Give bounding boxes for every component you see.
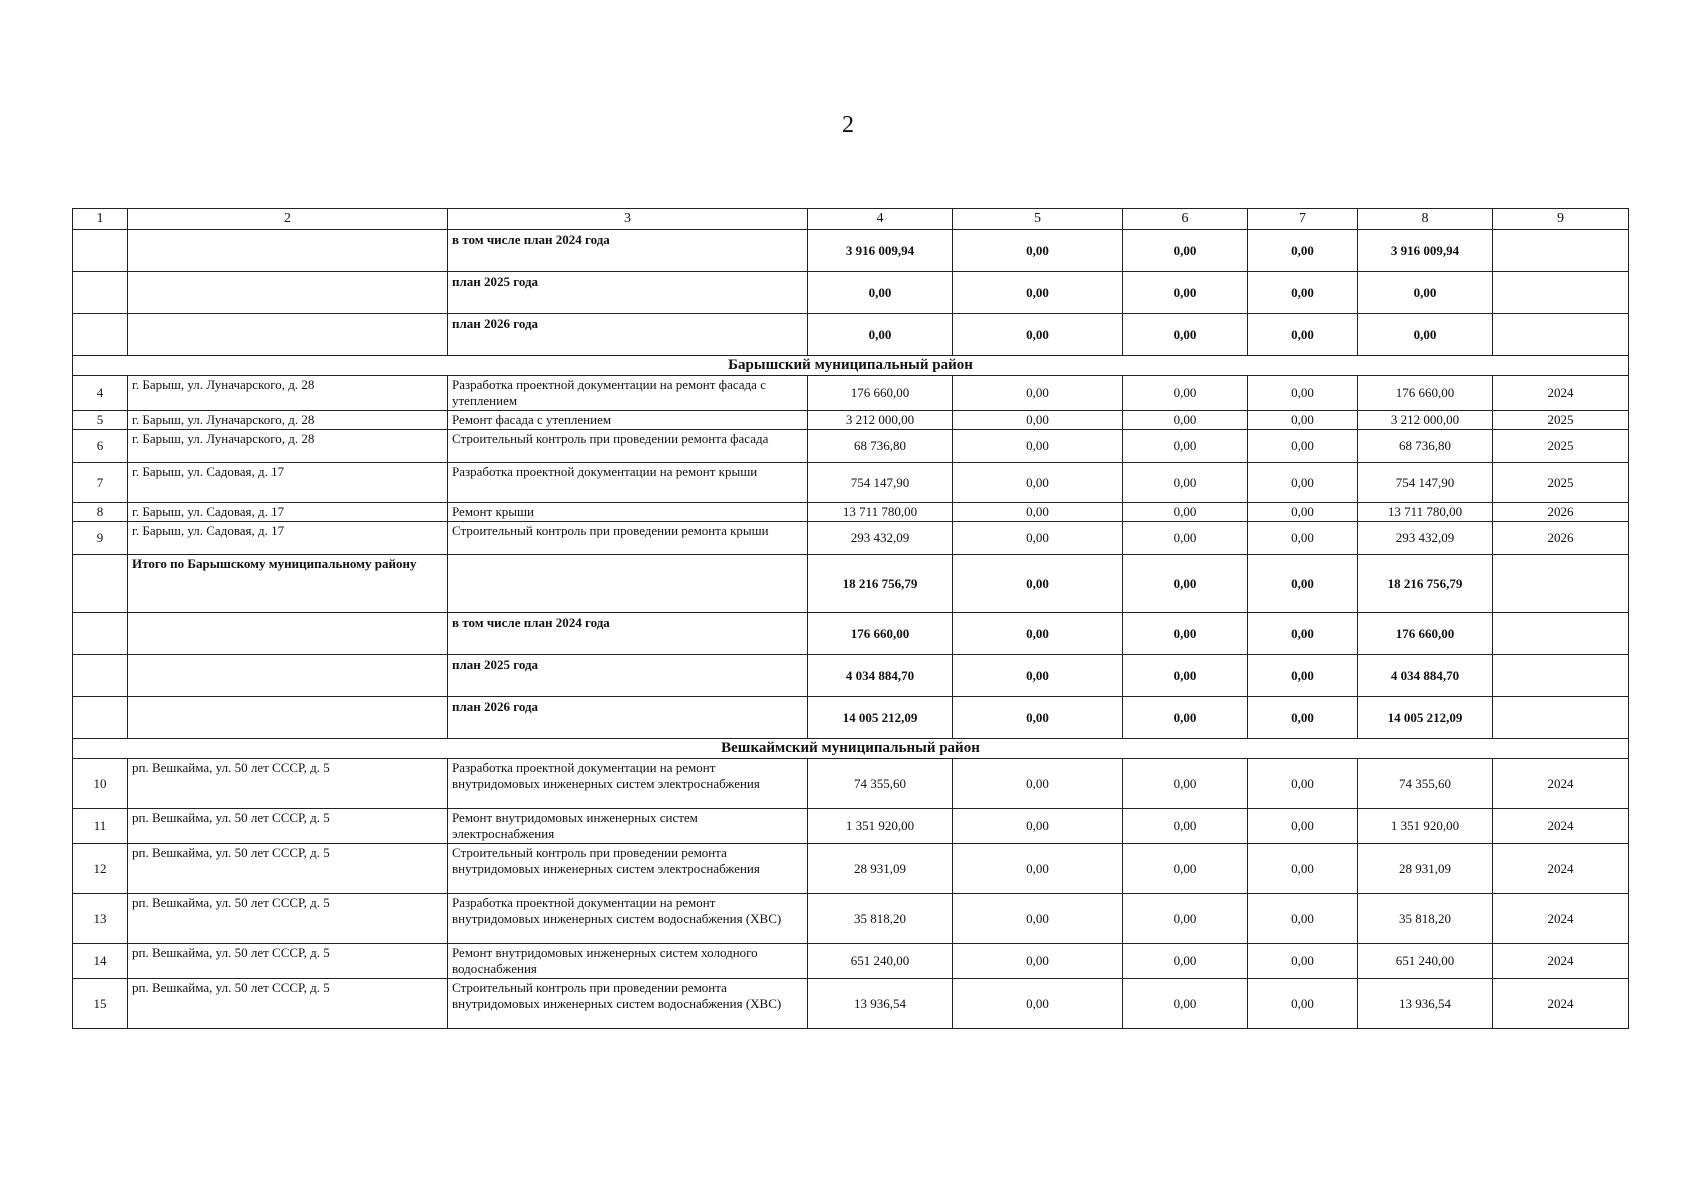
row-number: 13 (73, 894, 128, 944)
cell-value: 0,00 (1248, 376, 1358, 411)
subtotal-row (73, 272, 1629, 314)
subtotal-label: план 2026 года (448, 314, 808, 356)
subtotal-row (73, 230, 1629, 272)
cell-value: 0,00 (1248, 759, 1358, 809)
cell-value: 0,00 (1248, 272, 1358, 314)
cell-value: 0,00 (1123, 411, 1248, 430)
cell-value: 0,00 (953, 314, 1123, 356)
cell-value: 0,00 (1123, 555, 1248, 613)
row-number: 8 (73, 503, 128, 522)
cell-value: 0,00 (1248, 430, 1358, 463)
cell-value: 0,00 (808, 314, 953, 356)
row-number: 11 (73, 809, 128, 844)
year-cell: 2024 (1493, 376, 1629, 411)
table-row (73, 979, 1629, 1029)
work-type-cell: Разработка проектной документации на ремонт внутридомовых инженерных систем водоснабжения (ХВС) (448, 894, 808, 944)
cell-value: 0,00 (1123, 463, 1248, 503)
cell-value: 0,00 (1248, 613, 1358, 655)
column-header: 1 (73, 209, 128, 230)
cell-value: 0,00 (1123, 272, 1248, 314)
subtotal-row (73, 697, 1629, 739)
cell-value: 1 351 920,00 (1358, 809, 1493, 844)
work-type-cell: Строительный контроль при проведении ремонта фасада (448, 430, 808, 463)
address-cell: рп. Вешкайма, ул. 50 лет СССР, д. 5 (128, 759, 448, 809)
row-number: 7 (73, 463, 128, 503)
cell-value: 0,00 (953, 894, 1123, 944)
cell-value: 0,00 (953, 697, 1123, 739)
cell-value: 0,00 (1123, 430, 1248, 463)
cell-value: 0,00 (1123, 376, 1248, 411)
cell-value: 754 147,90 (1358, 463, 1493, 503)
cell-value: 0,00 (953, 430, 1123, 463)
cell-value: 4 034 884,70 (808, 655, 953, 697)
work-type-cell: Строительный контроль при проведении ремонта внутридомовых инженерных систем водоснабжения (ХВС) (448, 979, 808, 1029)
year-cell: 2024 (1493, 979, 1629, 1029)
address-cell: г. Барыш, ул. Луначарского, д. 28 (128, 376, 448, 411)
cell-value: 0,00 (953, 463, 1123, 503)
year-cell: 2026 (1493, 503, 1629, 522)
cell-value: 0,00 (1123, 503, 1248, 522)
address-cell: г. Барыш, ул. Луначарского, д. 28 (128, 411, 448, 430)
row-number: 12 (73, 844, 128, 894)
address-cell: г. Барыш, ул. Садовая, д. 17 (128, 463, 448, 503)
table-row (73, 759, 1629, 809)
work-type-cell: Ремонт крыши (448, 503, 808, 522)
cell-value: 0,00 (953, 230, 1123, 272)
cell-value: 0,00 (1123, 944, 1248, 979)
cell-value: 0,00 (1248, 979, 1358, 1029)
cell-value: 0,00 (953, 809, 1123, 844)
address-cell: рп. Вешкайма, ул. 50 лет СССР, д. 5 (128, 894, 448, 944)
work-type-cell: Разработка проектной документации на ремонт внутридомовых инженерных систем электроснабжения (448, 759, 808, 809)
cell-value: 74 355,60 (1358, 759, 1493, 809)
cell-value: 176 660,00 (1358, 376, 1493, 411)
cell-value: 0,00 (1123, 613, 1248, 655)
cell-value: 0,00 (953, 613, 1123, 655)
table-row (73, 894, 1629, 944)
cell-value: 0,00 (953, 272, 1123, 314)
year-cell: 2024 (1493, 894, 1629, 944)
cell-value: 0,00 (1248, 809, 1358, 844)
column-number-row (73, 209, 1629, 230)
cell-value: 176 660,00 (808, 613, 953, 655)
cell-value: 13 936,54 (808, 979, 953, 1029)
section-title: Барышский муниципальный район (73, 356, 1629, 376)
cell-value: 35 818,20 (808, 894, 953, 944)
cell-value: 0,00 (1248, 944, 1358, 979)
cell-value: 14 005 212,09 (808, 697, 953, 739)
cell-value: 13 936,54 (1358, 979, 1493, 1029)
cell-value: 0,00 (1123, 809, 1248, 844)
year-cell: 2024 (1493, 944, 1629, 979)
cell-value: 651 240,00 (808, 944, 953, 979)
row-number: 5 (73, 411, 128, 430)
address-cell: г. Барыш, ул. Садовая, д. 17 (128, 522, 448, 555)
section-title: Вешкаймский муниципальный район (73, 739, 1629, 759)
cell-value: 0,00 (953, 655, 1123, 697)
subtotal-row (73, 314, 1629, 356)
table-row (73, 463, 1629, 503)
cell-value: 35 818,20 (1358, 894, 1493, 944)
work-type-cell: Ремонт внутридомовых инженерных систем электроснабжения (448, 809, 808, 844)
year-cell: 2025 (1493, 463, 1629, 503)
cell-value: 0,00 (1248, 555, 1358, 613)
cell-value: 0,00 (1248, 844, 1358, 894)
table-row (73, 844, 1629, 894)
cell-value: 3 916 009,94 (808, 230, 953, 272)
cell-value: 4 034 884,70 (1358, 655, 1493, 697)
cell-value: 0,00 (1123, 894, 1248, 944)
row-number: 15 (73, 979, 128, 1029)
table-row (73, 522, 1629, 555)
column-header: 6 (1123, 209, 1248, 230)
section-header-row (73, 739, 1629, 759)
row-number: 6 (73, 430, 128, 463)
column-header: 4 (808, 209, 953, 230)
subtotal-label: план 2025 года (448, 272, 808, 314)
subtotal-label: план 2026 года (448, 697, 808, 739)
cell-value: 0,00 (1123, 230, 1248, 272)
table-row (73, 944, 1629, 979)
cell-value: 0,00 (953, 376, 1123, 411)
cell-value: 13 711 780,00 (1358, 503, 1493, 522)
cell-value: 0,00 (1123, 979, 1248, 1029)
address-cell: рп. Вешкайма, ул. 50 лет СССР, д. 5 (128, 809, 448, 844)
year-cell: 2025 (1493, 411, 1629, 430)
cell-value: 28 931,09 (1358, 844, 1493, 894)
cell-value: 0,00 (1123, 314, 1248, 356)
address-cell: г. Барыш, ул. Луначарского, д. 28 (128, 430, 448, 463)
year-cell: 2024 (1493, 809, 1629, 844)
column-header: 2 (128, 209, 448, 230)
cell-value: 14 005 212,09 (1358, 697, 1493, 739)
column-header: 9 (1493, 209, 1629, 230)
address-cell: рп. Вешкайма, ул. 50 лет СССР, д. 5 (128, 979, 448, 1029)
row-number: 14 (73, 944, 128, 979)
address-cell: рп. Вешкайма, ул. 50 лет СССР, д. 5 (128, 944, 448, 979)
subtotal-row (73, 655, 1629, 697)
cell-value: 0,00 (1248, 463, 1358, 503)
subtotal-row (73, 613, 1629, 655)
page-number: 2 (842, 112, 854, 138)
column-header: 5 (953, 209, 1123, 230)
work-type-cell: Ремонт внутридомовых инженерных систем холодного водоснабжения (448, 944, 808, 979)
cell-value: 0,00 (1123, 697, 1248, 739)
cell-value: 18 216 756,79 (808, 555, 953, 613)
repair-plan-table (72, 208, 1629, 1029)
cell-value: 651 240,00 (1358, 944, 1493, 979)
row-number: 10 (73, 759, 128, 809)
work-type-cell: Строительный контроль при проведении ремонта крыши (448, 522, 808, 555)
address-cell: рп. Вешкайма, ул. 50 лет СССР, д. 5 (128, 844, 448, 894)
cell-value: 68 736,80 (808, 430, 953, 463)
cell-value: 0,00 (953, 844, 1123, 894)
cell-value: 0,00 (953, 411, 1123, 430)
section-total-label: Итого по Барышскому муниципальному району (128, 555, 448, 613)
cell-value: 0,00 (953, 522, 1123, 555)
cell-value: 0,00 (1123, 759, 1248, 809)
work-type-cell: Разработка проектной документации на ремонт фасада с утеплением (448, 376, 808, 411)
column-header: 3 (448, 209, 808, 230)
table-row (73, 411, 1629, 430)
table-row (73, 503, 1629, 522)
cell-value: 0,00 (1248, 655, 1358, 697)
cell-value: 0,00 (1248, 894, 1358, 944)
cell-value: 74 355,60 (808, 759, 953, 809)
row-number: 4 (73, 376, 128, 411)
section-total-row (73, 555, 1629, 613)
cell-value: 3 212 000,00 (1358, 411, 1493, 430)
cell-value: 0,00 (953, 555, 1123, 613)
cell-value: 0,00 (1358, 272, 1493, 314)
cell-value: 0,00 (1123, 844, 1248, 894)
work-type-cell: Строительный контроль при проведении ремонта внутридомовых инженерных систем электроснабжения (448, 844, 808, 894)
subtotal-label: в том числе план 2024 года (448, 230, 808, 272)
cell-value: 0,00 (1248, 522, 1358, 555)
cell-value: 13 711 780,00 (808, 503, 953, 522)
cell-value: 754 147,90 (808, 463, 953, 503)
cell-value: 0,00 (1248, 697, 1358, 739)
cell-value: 0,00 (1248, 314, 1358, 356)
cell-value: 68 736,80 (1358, 430, 1493, 463)
cell-value: 0,00 (953, 503, 1123, 522)
cell-value: 0,00 (1123, 655, 1248, 697)
cell-value: 18 216 756,79 (1358, 555, 1493, 613)
cell-value: 0,00 (1248, 411, 1358, 430)
cell-value: 0,00 (1248, 230, 1358, 272)
column-header: 8 (1358, 209, 1493, 230)
work-type-cell: Ремонт фасада с утеплением (448, 411, 808, 430)
cell-value: 176 660,00 (808, 376, 953, 411)
cell-value: 0,00 (808, 272, 953, 314)
cell-value: 28 931,09 (808, 844, 953, 894)
cell-value: 3 916 009,94 (1358, 230, 1493, 272)
year-cell: 2026 (1493, 522, 1629, 555)
cell-value: 0,00 (1358, 314, 1493, 356)
row-number: 9 (73, 522, 128, 555)
cell-value: 0,00 (1123, 522, 1248, 555)
subtotal-label: в том числе план 2024 года (448, 613, 808, 655)
address-cell: г. Барыш, ул. Садовая, д. 17 (128, 503, 448, 522)
year-cell: 2025 (1493, 430, 1629, 463)
column-header: 7 (1248, 209, 1358, 230)
cell-value: 0,00 (1248, 503, 1358, 522)
year-cell: 2024 (1493, 759, 1629, 809)
section-header-row (73, 356, 1629, 376)
table-row (73, 809, 1629, 844)
cell-value: 0,00 (953, 759, 1123, 809)
cell-value: 293 432,09 (1358, 522, 1493, 555)
cell-value: 1 351 920,00 (808, 809, 953, 844)
year-cell: 2024 (1493, 844, 1629, 894)
table-row (73, 376, 1629, 411)
subtotal-label: план 2025 года (448, 655, 808, 697)
cell-value: 0,00 (953, 979, 1123, 1029)
cell-value: 293 432,09 (808, 522, 953, 555)
cell-value: 176 660,00 (1358, 613, 1493, 655)
cell-value: 3 212 000,00 (808, 411, 953, 430)
cell-value: 0,00 (953, 944, 1123, 979)
work-type-cell: Разработка проектной документации на ремонт крыши (448, 463, 808, 503)
table-row (73, 430, 1629, 463)
